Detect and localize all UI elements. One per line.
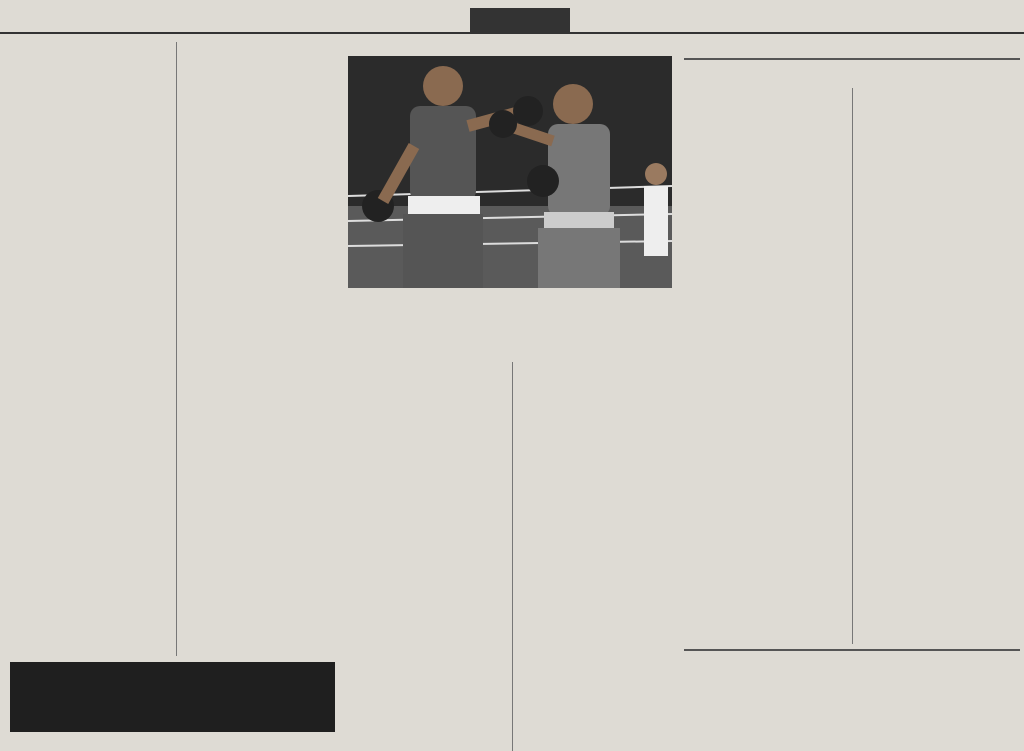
boxing-photo [348, 56, 672, 288]
center-lower-article [518, 366, 674, 751]
mid-article [182, 44, 342, 656]
section-title [470, 8, 570, 32]
boxing-photo-image [348, 56, 672, 288]
column-divider [512, 362, 513, 751]
right-col2b [856, 678, 1020, 751]
right-col1 [684, 88, 848, 644]
right-col1b [684, 678, 848, 751]
diary-banner-title [10, 662, 335, 732]
right-col2 [856, 88, 1020, 644]
notes-block [348, 672, 508, 751]
right-headline-2 [684, 649, 1020, 651]
page-header [0, 6, 1024, 34]
right-headline [684, 58, 1020, 60]
column-divider [176, 42, 177, 656]
column-divider [852, 88, 853, 644]
left-article [12, 44, 172, 656]
